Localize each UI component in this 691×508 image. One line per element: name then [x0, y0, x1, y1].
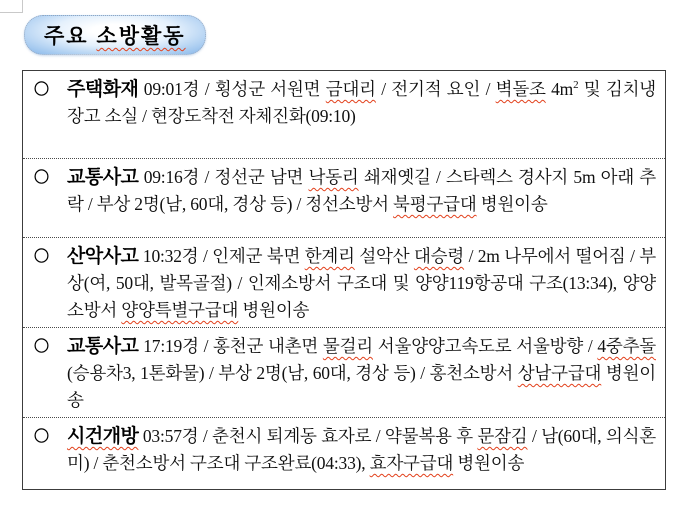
event-category: 시건개방: [67, 426, 139, 447]
event-details: 09:01경 / 횡성군 서원면 금대리 / 전기적 요인 / 벽돌조 $4m^2$ 및 김치냉장고 소실 / 현장도착전 자체진화(09:10): [67, 79, 656, 126]
event-details: 09:16경 / 정선군 남면 낙동리 쇄재옛길 / 스타렉스 경사지 5m 아래 추락 / 부상 2명(남, 60대, 경상 등) / 정선소방서 북평구급대 병원이송: [67, 167, 656, 214]
event-details: 10:32경 / 인제군 북면 한계리 설악산 대승령 / 2m 나무에서 떨어짐 / 부상(여, 50대, 발목골절) / 인제소방서 구조대 및 양양119항공대 구조(13:34), 양양소방서 양양특별구급대 병원이송: [67, 246, 656, 320]
event-category: 산악사고: [67, 246, 139, 267]
event-details: 03:57경 / 춘천시 퇴계동 효자로 / 약물복용 후 문잠김 / 남(60대, 의식혼미) / 춘천소방서 구조대 구조완료(04:33), 효자구급대 병원이송: [67, 426, 656, 473]
circle-bullet-icon: 〇: [34, 338, 49, 355]
event-paragraph: [34, 333, 656, 414]
circle-bullet-icon: 〇: [34, 81, 49, 98]
circle-bullet-icon: 〇: [34, 169, 49, 186]
event-category: 교통사고: [67, 336, 139, 357]
event-category: 교통사고: [67, 167, 139, 188]
event-paragraph: [34, 423, 656, 477]
circle-bullet-icon: 〇: [34, 428, 49, 445]
event-paragraph: [34, 76, 656, 130]
event-row-traffic-accident-2: [23, 327, 665, 417]
event-category: 주택화재: [67, 79, 139, 100]
incident-table: [22, 70, 666, 490]
event-paragraph: [34, 243, 656, 324]
event-row-traffic-accident-1: [23, 158, 665, 237]
corner-crop-mark: [0, 0, 23, 13]
event-row-house-fire: [23, 71, 665, 158]
event-row-lock-opening: [23, 417, 665, 489]
page-title: 주요 소방활동: [44, 25, 186, 48]
event-row-mountain-accident: [23, 237, 665, 327]
circle-bullet-icon: 〇: [34, 248, 49, 265]
event-details: 17:19경 / 홍천군 내촌면 물걸리 서울양양고속도로 서울방향 / 4중추돌(승용차3, 1톤화물) / 부상 2명(남, 60대, 경상 등) / 홍천소방서 상남구급대 병원이송: [67, 336, 656, 410]
event-paragraph: [34, 164, 656, 218]
section-title-pill: [24, 15, 206, 55]
